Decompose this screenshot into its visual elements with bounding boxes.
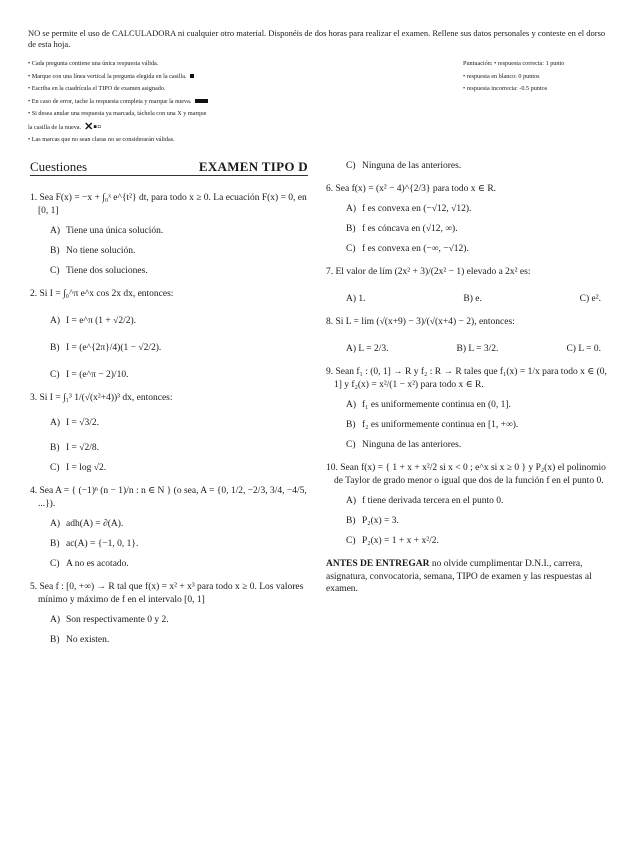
option-c[interactable]: C) P₂(x) = 1 + x + x²/2. [346, 536, 439, 546]
option-a[interactable]: A) f es convexa en (−√12, √12). [346, 204, 472, 214]
exam-instructions [28, 28, 613, 50]
filled-box-icon [190, 74, 194, 78]
option-c[interactable]: C) L = 0. [566, 344, 601, 354]
option-a[interactable]: A) f₁ es uniformemente continua en (0, 1]. [346, 400, 511, 410]
question-stem: 7. El valor de lím (2x² + 3)/(2x² − 1) elevado a 2x² es: [326, 267, 531, 277]
question-6 [326, 183, 611, 256]
option-b[interactable]: B) ac(A) = {−1, 0, 1}. [50, 539, 139, 549]
option-a[interactable]: A) Tiene una única solución. [50, 226, 164, 236]
scoring-text: • respuesta incorrecta: -0.5 puntos [463, 85, 548, 92]
option-b[interactable]: B) P₂(x) = 3. [346, 516, 399, 526]
rule-text: Cada pregunta contiene una única respuesta válida. [31, 60, 159, 67]
option-c[interactable]: C) e². [579, 294, 601, 304]
option-b[interactable]: B) No tiene solución. [50, 246, 136, 256]
question-stem: 8. Si L = lím (√(x+9) − 3)/(√(x+4) − 2), entonces: [326, 317, 515, 327]
question-7 [326, 266, 611, 306]
question-stem: 10. Sean f(x) = { 1 + x + x²/2 si x < 0 ; e^x si x ≥ 0 } y P₂(x) el polinomio de Taylor de grado menor o igual que dos de la función f en el punto 0. [326, 463, 606, 486]
option-c[interactable]: C) I = log √2. [50, 463, 107, 473]
rule-text: Escriba en la cuadrícula el TIPO de examen asignado. [31, 85, 166, 92]
option-a[interactable]: A) f tiene derivada tercera en el punto 0. [346, 496, 504, 506]
option-c[interactable]: C) Tiene dos soluciones. [50, 266, 148, 276]
option-c[interactable]: C) A no es acotado. [50, 559, 129, 569]
options-row [326, 293, 611, 306]
question-8 [326, 316, 611, 356]
option-b[interactable]: B) e. [463, 294, 482, 304]
rule-text: En caso de error, tache la respuesta completa y marque la nueva. [31, 97, 192, 105]
question-3 [30, 392, 308, 475]
question-1 [30, 192, 308, 278]
left-column [30, 160, 308, 657]
rule-row: • Cada pregunta contiene una única respuesta válida. Puntuación: • respuesta correcta: 1 punto [28, 58, 613, 71]
right-column [326, 160, 611, 596]
filled-boxes-icon [195, 99, 208, 103]
question-5 [30, 581, 308, 647]
rule-row: • Marque con una línea vertical la pregunta elegida en la casilla. • respuesta en blanco: 0 puntos [28, 71, 613, 84]
question-9 [326, 366, 611, 452]
section-title [30, 160, 308, 176]
option-b[interactable]: B) I = √2/8. [50, 443, 99, 453]
rule-row: • Si desea anular una respuesta ya marcada, táchela con una X y marque [28, 110, 207, 117]
section-label: Cuestiones [30, 159, 88, 174]
question-10 [326, 462, 611, 548]
cross-mark-icon: ✕▪▫ [84, 120, 102, 133]
question-4 [30, 485, 308, 571]
rule-row: • Las marcas que no sean claras no se considerarán válidas. [28, 136, 175, 143]
option-a[interactable]: A) 1. [346, 294, 366, 304]
submission-reminder [326, 558, 611, 596]
exam-type-title: EXAMEN TIPO D [198, 159, 308, 174]
rule-row [28, 121, 613, 135]
options-row [326, 343, 611, 356]
option-a[interactable]: A) adh(A) = ∂(A). [50, 519, 124, 529]
option-b[interactable]: B) No existen. [50, 635, 110, 645]
question-stem: 2. Si I = ∫₀^π e^x cos 2x dx, entonces: [30, 289, 174, 299]
rule-text: Marque con una línea vertical la pregunta elegida en la casilla. [31, 72, 187, 80]
rule-row: • Escriba en la cuadrícula el TIPO de examen asignado. • respuesta incorrecta: -0.5 puntos [28, 83, 613, 96]
option-b[interactable]: B) I = (e^{2π}/4)(1 − √2/2). [50, 343, 162, 353]
question-stem: 5. Sea f : [0, +∞) → R tal que f(x) = x² + x³ para todo x ≥ 0. Los valores mínimo y máximo de f en el intervalo [0, 1] [30, 582, 304, 605]
scoring-text: Puntuación: • respuesta correcta: 1 punto [463, 60, 565, 67]
instructions-text: NO se permite el uso de CALCULADORA ni cualquier otro material. Disponéis de dos horas para realizar el examen. Rellene sus datos personales y conteste en el dorso de esta hoja. [28, 28, 606, 49]
option-c[interactable]: C) I = (e^π − 2)/10. [50, 370, 129, 380]
rules-list [28, 58, 613, 147]
option-b[interactable]: B) L = 3/2. [456, 344, 499, 354]
rule-text: Si desea anular una respuesta ya marcada, táchela con una X y marque [31, 110, 207, 117]
option-c[interactable]: C) Ninguna de las anteriores. [346, 161, 462, 171]
option-c[interactable]: C) Ninguna de las anteriores. [346, 440, 462, 450]
question-stem: 1. Sea F(x) = −x + ∫₀ˣ e^{t²} dt, para todo x ≥ 0. La ecuación F(x) = 0, en [0, 1] [30, 193, 307, 216]
option-b[interactable]: B) f₂ es uniformemente continua en [1, +∞). [346, 420, 519, 430]
option-a[interactable]: A) L = 2/3. [346, 344, 389, 354]
rule-text: la casilla de la nueva. [28, 123, 82, 131]
scoring-text: • respuesta en blanco: 0 puntos [463, 72, 540, 80]
reminder-heading: ANTES DE ENTREGAR [326, 559, 430, 569]
question-stem: 3. Si I = ∫₁³ 1/(√(x²+4))³ dx, entonces: [30, 393, 173, 403]
question-stem: 9. Sean f₁ : (0, 1] → R y f₂ : R → R tales que f₁(x) = 1/x para todo x ∈ (0, 1] y f₂(x) = x²/(1 − x²) para todo x ∈ R. [326, 367, 607, 390]
rule-text: Las marcas que no sean claras no se considerarán válidas. [31, 136, 175, 143]
option-a[interactable]: A) I = √3/2. [50, 418, 99, 428]
option-c[interactable]: C) f es convexa en (−∞, −√12). [346, 244, 469, 254]
option-b[interactable]: B) f es cóncava en (√12, ∞). [346, 224, 458, 234]
question-2 [30, 288, 308, 382]
option-a[interactable]: A) I = e^π (1 + √2/2). [50, 316, 137, 326]
reminder-text: no olvide cumplimentar D.N.I., carrera, asignatura, convocatoria, semana, TIPO de examen y las respuestas al examen. [326, 559, 592, 594]
option-a[interactable]: A) Son respectivamente 0 y 2. [50, 615, 169, 625]
question-stem: 4. Sea A = { (−1)ⁿ (n − 1)/n : n ∈ N } (o sea, A = {0, 1/2, −2/3, 3/4, −4/5, ...}). [30, 486, 307, 509]
question-stem: 6. Sea f(x) = (x² − 4)^{2/3} para todo x ∈ R. [326, 184, 497, 194]
rule-row: • En caso de error, tache la respuesta completa y marque la nueva. [28, 96, 613, 109]
